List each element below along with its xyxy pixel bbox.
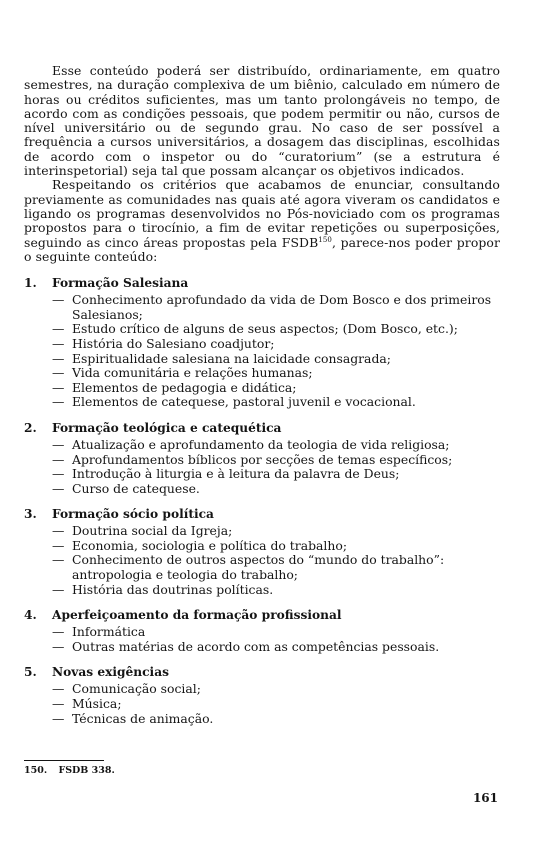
list-item-text: Curso de catequese. (72, 480, 200, 496)
list-item-text: Comunicação social; (72, 681, 201, 697)
list-item-text: Técnicas de animação. (72, 710, 214, 726)
dash-bullet: — (52, 451, 65, 467)
section-number: 3. (24, 507, 37, 522)
list-item-text: História das doutrinas políticas. (72, 581, 274, 597)
section-number: 4. (24, 608, 37, 623)
list-item (52, 293, 500, 322)
section-list (24, 276, 500, 726)
paragraph-1-text: Esse conteúdo poderá ser distribuído, ordinariamente, em quatro semestres, na duração complexiva de um biênio, calculado em número de horas ou créditos suficientes, mas um tanto prolongáveis no tempo, de acordo com as condições pessoais, que podem permitir ou não, cursos de nível universitário ou de segundo grau. No caso de ser possível a frequência a cursos universitários, a dosagem das disciplinas, escolhidas de acordo com o inspetor ou do “curatorium” (se a estrutura é interinspetorial) seja tal que possam alcançar os objetivos indicados. (24, 63, 500, 179)
list-item (52, 583, 500, 598)
list-item-text: História do Salesiano coadjutor; (72, 335, 275, 351)
section-title: Formação sócio política (52, 507, 214, 522)
list-item (52, 482, 500, 497)
dash-bullet: — (52, 638, 65, 654)
list-item-text: Atualização e aprofundamento da teologia de vida religiosa; (72, 436, 450, 452)
list-item-text: Elementos de catequese, pastoral juvenil e vocacional. (72, 394, 416, 410)
list-item-text: Espiritualidade salesiana na laicidade consagrada; (72, 350, 391, 366)
paragraph-1 (24, 64, 500, 178)
dash-bullet: — (52, 552, 65, 568)
list-item (52, 453, 500, 468)
list-item-text: Aprofundamentos bíblicos por secções de temas específicos; (72, 451, 453, 467)
list-item (52, 352, 500, 367)
section-heading (24, 507, 500, 522)
section (24, 421, 500, 496)
section-items (24, 293, 500, 410)
page-number: 161 (472, 791, 498, 805)
dash-bullet: — (52, 436, 65, 452)
list-item (52, 366, 500, 381)
section (24, 507, 500, 597)
section-items (24, 625, 500, 654)
dash-bullet: — (52, 350, 65, 366)
list-item-text: Elementos de pedagogia e didática; (72, 379, 297, 395)
list-item (52, 322, 500, 337)
section-heading (24, 421, 500, 436)
list-item (52, 712, 500, 727)
section-number: 5. (24, 665, 37, 680)
paragraph-2 (24, 178, 500, 264)
dash-bullet: — (52, 292, 65, 308)
page-body (24, 64, 500, 737)
list-item-text: Informática (72, 624, 146, 640)
section-number: 1. (24, 276, 37, 291)
list-item-text: Doutrina social da Igreja; (72, 523, 233, 539)
section (24, 665, 500, 726)
dash-bullet: — (52, 480, 65, 496)
dash-bullet: — (52, 321, 65, 337)
dash-bullet: — (52, 696, 65, 712)
list-item (52, 381, 500, 396)
list-item-text: Conhecimento de outros aspectos do “mundo do trabalho”: antropologia e teologia do trabalho; (72, 552, 445, 583)
section (24, 276, 500, 410)
footnote-number: 150. (24, 765, 48, 776)
list-item (52, 625, 500, 640)
list-item (52, 395, 500, 410)
list-item (52, 640, 500, 655)
dash-bullet: — (52, 335, 65, 351)
footnote-divider (24, 760, 104, 761)
section-title: Formação Salesiana (52, 276, 189, 291)
dash-bullet: — (52, 681, 65, 697)
list-item-text: Outras matérias de acordo com as competências pessoais. (72, 638, 440, 654)
section-title: Formação teológica e catequética (52, 420, 282, 435)
list-item (52, 467, 500, 482)
section-heading (24, 276, 500, 291)
section-title: Novas exigências (52, 665, 169, 680)
list-item (52, 438, 500, 453)
dash-bullet: — (52, 523, 65, 539)
dash-bullet: — (52, 394, 65, 410)
dash-bullet: — (52, 365, 65, 381)
list-item (52, 682, 500, 697)
list-item (52, 539, 500, 554)
dash-bullet: — (52, 537, 65, 553)
section (24, 608, 500, 654)
list-item-text: Economia, sociologia e política do trabalho; (72, 537, 347, 553)
list-item (52, 337, 500, 352)
section-heading (24, 608, 500, 623)
section-number: 2. (24, 420, 37, 435)
section-heading (24, 665, 500, 680)
list-item (52, 553, 500, 582)
dash-bullet: — (52, 379, 65, 395)
paragraph-2-after: , parece-nos poder propor o seguinte conteúdo: (24, 234, 500, 264)
list-item (52, 524, 500, 539)
paragraph-2-text: Respeitando os critérios que acabamos de enunciar, consultando previamente as comunidades nas quais até agora viveram os candidatos e ligando os programas desenvolvidos no Pós-noviciado com os programas propostos para o tirocínio, a fim de evitar repetições ou superposições, seguindo as cinco áreas propostas pela FSDB (24, 177, 500, 250)
footnote-text: FSDB 338. (58, 765, 115, 776)
list-item-text: Estudo crítico de alguns de seus aspectos; (Dom Bosco, etc.); (72, 321, 458, 337)
footnote-ref: 150 (318, 235, 332, 244)
section-title: Aperfeiçoamento da formação profissional (52, 608, 342, 623)
list-item-text: Vida comunitária e relações humanas; (72, 365, 313, 381)
dash-bullet: — (52, 710, 65, 726)
section-items (24, 438, 500, 496)
footnote (24, 765, 115, 776)
list-item-text: Conhecimento aprofundado da vida de Dom Bosco e dos primeiros Salesianos; (72, 292, 492, 322)
dash-bullet: — (52, 624, 65, 640)
section-items (24, 524, 500, 597)
section-items (24, 682, 500, 726)
list-item-text: Música; (72, 696, 122, 712)
list-item (52, 697, 500, 712)
list-item-text: Introdução à liturgia e à leitura da palavra de Deus; (72, 466, 400, 482)
dash-bullet: — (52, 466, 65, 482)
dash-bullet: — (52, 581, 65, 597)
